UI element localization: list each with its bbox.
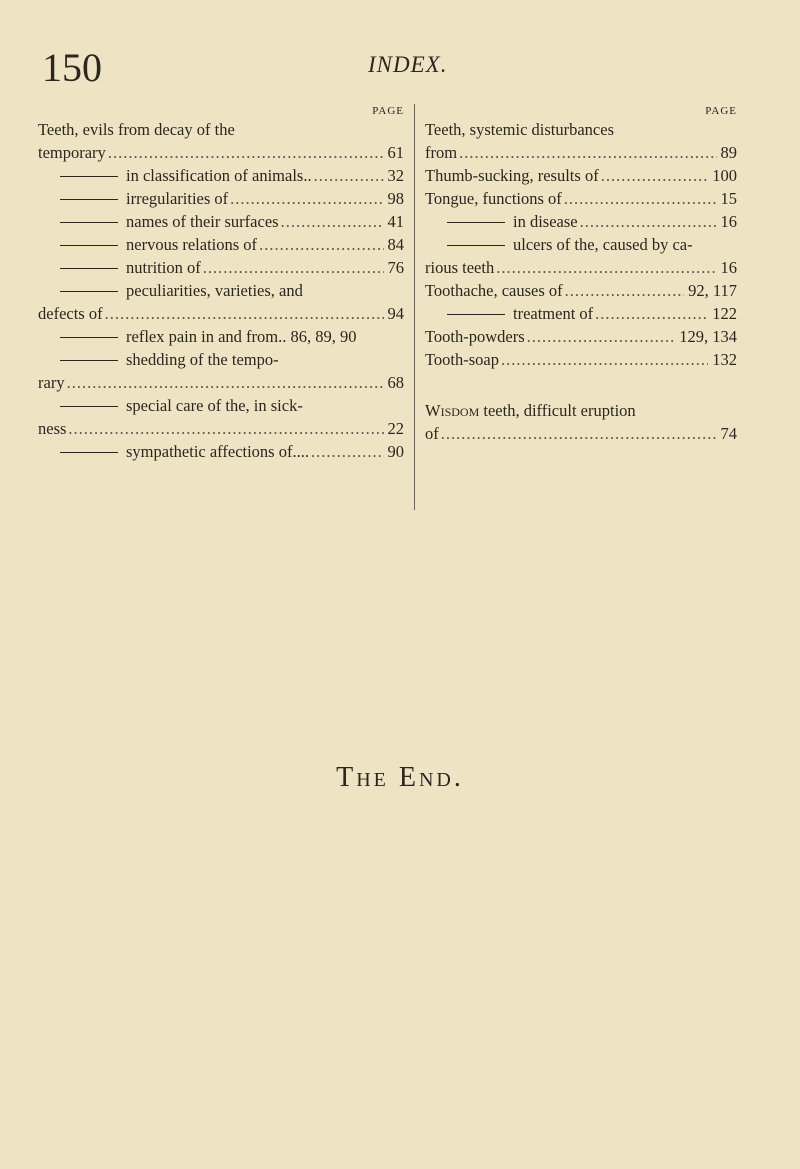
leader-dots [281, 210, 384, 233]
index-entry [425, 233, 737, 279]
index-text: nutrition of [126, 258, 201, 277]
index-entry [425, 279, 737, 302]
leader-dots [565, 279, 684, 302]
index-entry [38, 440, 404, 463]
page-ref: 129, 134 [679, 327, 737, 346]
index-line [425, 233, 737, 256]
leader-dots [259, 233, 383, 256]
index-entry [425, 399, 737, 445]
page-ref: 16 [720, 258, 737, 277]
index-text: Thumb-sucking, results of [425, 166, 599, 185]
index-text: in classification of animals.. [126, 166, 312, 185]
index-term [38, 256, 201, 279]
index-entry [38, 348, 404, 394]
index-line [425, 348, 737, 371]
page-ref: 98 [387, 189, 404, 208]
index-text: special care of the, in sick- [126, 396, 303, 415]
index-term [38, 417, 66, 440]
index-term [38, 371, 65, 394]
leader-dots [67, 371, 384, 394]
index-line [38, 348, 404, 371]
index-text: defects of [38, 304, 103, 323]
leader-dots [601, 164, 709, 187]
index-term [425, 422, 439, 445]
index-entry [425, 118, 737, 164]
index-entry [38, 325, 404, 348]
index-term [38, 187, 228, 210]
index-line [38, 164, 404, 187]
column-divider [414, 104, 415, 510]
index-entry [425, 302, 737, 325]
index-text: Tooth-powders [425, 327, 525, 346]
running-head: INDEX. [368, 52, 448, 77]
index-line [425, 187, 737, 210]
index-text: of [425, 424, 439, 443]
index-column-right [425, 104, 737, 445]
repeat-dash [447, 245, 505, 246]
repeat-dash [60, 176, 118, 177]
page-ref: 16 [720, 212, 737, 231]
index-text: sympathetic affections of.... [126, 442, 309, 461]
index-term [38, 141, 106, 164]
index-text: ness [38, 419, 67, 438]
index-term [38, 164, 312, 187]
index-line [425, 279, 737, 302]
leader-dots [314, 164, 384, 187]
index-entry [38, 164, 404, 187]
index-line [38, 141, 404, 164]
index-line [425, 399, 737, 422]
leader-dots [527, 325, 676, 348]
repeat-dash [60, 199, 118, 200]
index-text: Tongue, functions of [425, 189, 562, 208]
leader-dots [580, 210, 717, 233]
index-line [425, 325, 737, 348]
page-ref: 122 [712, 304, 737, 323]
repeat-dash [60, 222, 118, 223]
index-term [38, 302, 103, 325]
index-line [425, 118, 737, 141]
page-ref: 90 [387, 442, 404, 461]
index-line [38, 440, 404, 463]
index-text: Teeth, systemic disturbances [425, 120, 615, 139]
page-ref: 89 [720, 143, 737, 162]
index-text: Wisdom teeth, difficult eruption [425, 401, 636, 420]
index-text: Toothache, causes of [425, 281, 563, 300]
index-term [425, 325, 525, 348]
index-entry [38, 279, 404, 325]
index-term [425, 256, 494, 279]
index-line [425, 422, 737, 445]
index-text: nervous relations of [126, 235, 258, 254]
repeat-dash [60, 268, 118, 269]
page-column-label: PAGE [372, 105, 404, 117]
index-text: shedding of the tempo- [126, 350, 279, 369]
repeat-dash [60, 337, 118, 338]
the-end: The End. [336, 762, 464, 793]
index-text: Teeth, evils from decay of the [38, 120, 235, 139]
index-term [425, 279, 563, 302]
page-ref: 41 [387, 212, 404, 231]
index-line [38, 118, 404, 141]
index-text: from [425, 143, 458, 162]
index-line [38, 325, 404, 348]
leader-dots [203, 256, 384, 279]
page-ref: 92, 117 [688, 281, 737, 300]
index-text: Tooth-soap [425, 350, 500, 369]
index-text: temporary [38, 143, 106, 162]
repeat-dash [60, 406, 118, 407]
index-text: irregularities of [126, 189, 229, 208]
index-line [38, 394, 404, 417]
leader-dots [311, 440, 384, 463]
index-term [38, 210, 279, 233]
index-line [425, 141, 737, 164]
index-term [38, 233, 257, 256]
index-entry [38, 187, 404, 210]
leader-dots [459, 141, 716, 164]
index-entry [38, 118, 404, 164]
index-line [38, 233, 404, 256]
index-line [425, 302, 737, 325]
index-text: names of their surfaces [126, 212, 279, 231]
leader-dots [441, 422, 717, 445]
index-text: peculiarities, varieties, and [126, 281, 303, 300]
index-column-left [38, 104, 404, 463]
page-ref: 61 [387, 143, 404, 162]
leader-dots [108, 141, 384, 164]
entry-gap [425, 371, 737, 399]
page-number: 150 [42, 45, 102, 90]
page-ref: 76 [387, 258, 404, 277]
page-ref: 22 [387, 419, 404, 438]
repeat-dash [447, 222, 505, 223]
leader-dots [564, 187, 717, 210]
index-term [425, 399, 636, 422]
page-ref: 84 [387, 235, 404, 254]
page-ref: 132 [712, 350, 737, 369]
index-line [38, 371, 404, 394]
leader-dots [496, 256, 716, 279]
page-column-label: PAGE [705, 105, 737, 117]
page-ref: 100 [712, 166, 737, 185]
index-entry [38, 256, 404, 279]
repeat-dash [60, 452, 118, 453]
index-term [425, 348, 499, 371]
index-term [425, 187, 562, 210]
index-entry [38, 233, 404, 256]
index-text: rious teeth [425, 258, 495, 277]
index-term [38, 440, 309, 463]
page-ref: 32 [387, 166, 404, 185]
index-entry [425, 210, 737, 233]
repeat-dash [60, 245, 118, 246]
index-line [38, 302, 404, 325]
index-term [38, 325, 356, 348]
page-ref: 15 [720, 189, 737, 208]
index-line [425, 256, 737, 279]
index-entry [38, 394, 404, 440]
index-text: ulcers of the, caused by ca- [513, 235, 693, 254]
page-ref: 94 [387, 304, 404, 323]
index-text: reflex pain in and from.. 86, 89, 90 [126, 327, 357, 346]
index-line [38, 187, 404, 210]
index-text: rary [38, 373, 65, 392]
index-line [425, 210, 737, 233]
leader-dots [105, 302, 384, 325]
index-line [38, 256, 404, 279]
index-text: treatment of [513, 304, 594, 323]
index-line [38, 417, 404, 440]
page-ref: 74 [720, 424, 737, 443]
index-entry [425, 164, 737, 187]
index-term [425, 118, 614, 141]
repeat-dash [60, 360, 118, 361]
repeat-dash [60, 291, 118, 292]
index-term [38, 394, 303, 417]
index-term [38, 279, 303, 302]
index-entry [425, 325, 737, 348]
repeat-dash [447, 314, 505, 315]
index-line [38, 210, 404, 233]
index-term [425, 141, 457, 164]
index-text: in disease [513, 212, 578, 231]
index-term [425, 302, 593, 325]
leader-dots [230, 187, 383, 210]
index-term [425, 233, 693, 256]
index-entry [425, 348, 737, 371]
index-entry [425, 187, 737, 210]
leader-dots [68, 417, 383, 440]
index-term [425, 164, 599, 187]
leader-dots [595, 302, 708, 325]
index-term [38, 348, 279, 371]
index-line [425, 164, 737, 187]
index-text-smallcaps: Wisdom [425, 401, 480, 420]
index-line [38, 279, 404, 302]
index-entry [38, 210, 404, 233]
page-ref: 68 [387, 373, 404, 392]
index-term [425, 210, 578, 233]
leader-dots [501, 348, 708, 371]
index-term [38, 118, 235, 141]
